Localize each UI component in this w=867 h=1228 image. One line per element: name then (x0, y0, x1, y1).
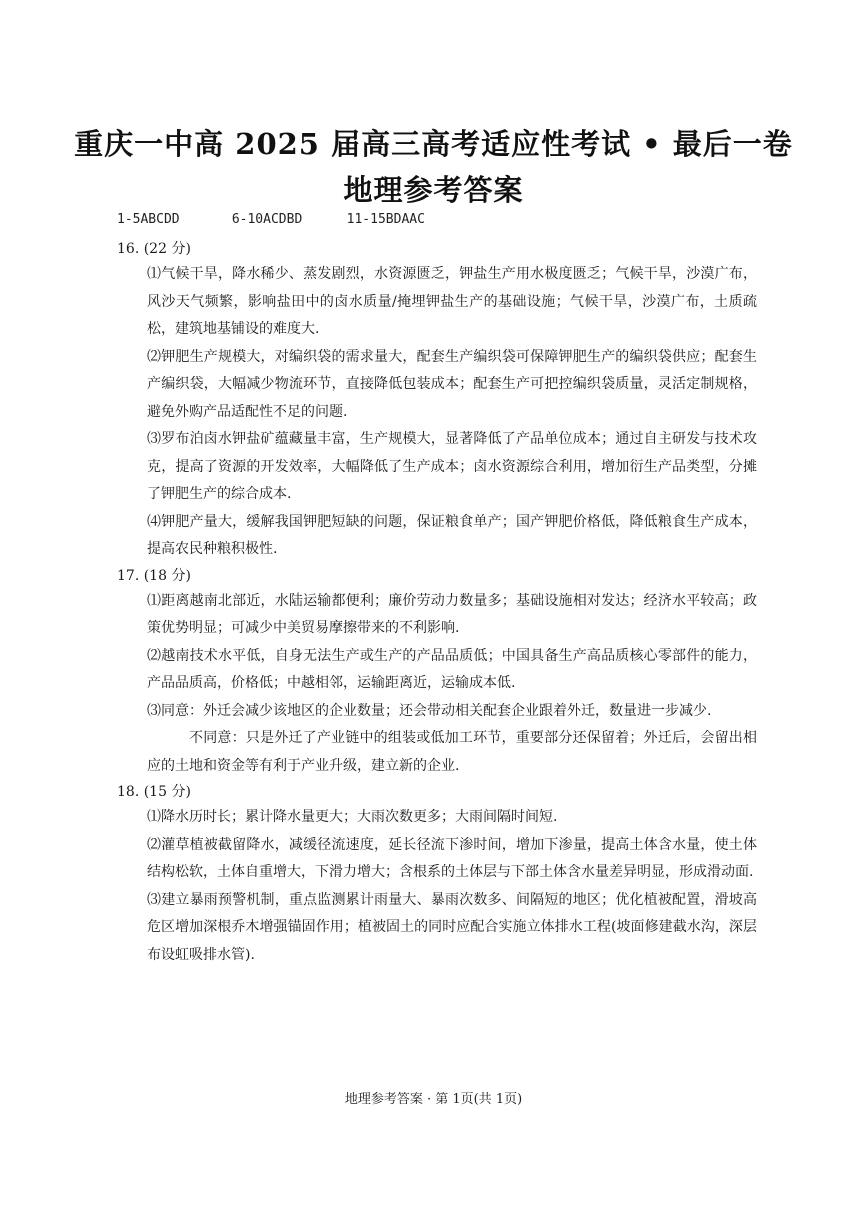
multiple-choice-answers (117, 212, 425, 227)
answer-item: ⑷钾肥产量大，缓解我国钾肥短缺的问题，保证粮食单产；国产钾肥价格低，降低粮食生产成本，提高农民种粮积极性. (147, 513, 757, 557)
question-header: 18. (15 分) (117, 784, 191, 800)
question-header: 17. (18 分) (117, 567, 191, 584)
answer-item: ⑶建立暴雨预警机制，重点监测累计雨量大、暴雨次数多、间隔短的地区；优化植被配置，滑坡高危区增加深根乔木增强锚固作用；植被固土的同时应配合实施立体排水工程(坡面修建截水沟，深层布设虹吸排水管). (147, 891, 757, 963)
document-subtitle: 地理参考答案 (343, 173, 524, 207)
answer-paragraph: 不同意：只是外迁了产业链中的组装或低加工环节，重要部分还保留着；外迁后，会留出相应的土地和资金等有利于产业升级，建立新的企业. (147, 730, 757, 774)
document-title: 重庆一中高 2025 届高三高考适应性考试 • 最后一卷 (74, 127, 793, 161)
answer-item: ⑶同意：外迁会减少该地区的企业数量；还会带动相关配套企业跟着外迁，数量进一步减少. (147, 702, 712, 719)
question-17-block (117, 564, 757, 781)
mc-answers-6-10: 6-10ACDBD (231, 212, 303, 227)
question-header: 16. (22 分) (117, 241, 191, 257)
mc-answers-1-5: 1-5ABCDD (117, 212, 180, 227)
answer-item: ⑵灌草植被截留降水，减缓径流速度，延长径流下渗时间，增加下渗量，提高土体含水量，使土体结构松软，土体自重增大，下滑力增大；含根系的土体层与下部土体含水量差异明显，形成滑动面. (147, 836, 757, 880)
question-16-block (117, 237, 757, 564)
answer-item: ⑶罗布泊卤水钾盐矿蕴藏量丰富，生产规模大，显著降低了产品单位成本；通过自主研发与技术攻克，提高了资源的开发效率，大幅降低了生产成本；卤水资源综合利用，增加衍生产品类型，分摊了钾肥生产的综合成本. (147, 431, 757, 502)
question-18-block (117, 780, 757, 969)
page-footer: 地理参考答案 · 第 1页(共 1页) (344, 1092, 523, 1107)
mc-answers-11-15: 11-15BDAAC (346, 212, 425, 227)
answer-content (117, 237, 757, 969)
answer-item: ⑵钾肥生产规模大，对编织袋的需求量大，配套生产编织袋可保障钾肥生产的编织袋供应；配套生产编织袋，大幅减少物流环节，直接降低包装成本；配套生产可把控编织袋质量，灵活定制规格，避免外购产品适配性不足的问题. (147, 348, 757, 420)
answer-item: ⑴气候干旱，降水稀少、蒸发剧烈，水资源匮乏，钾盐生产用水极度匮乏；气候干旱，沙漠广布，风沙天气频繁，影响盐田中的卤水质量/掩埋钾盐生产的基础设施；气候干旱，沙漠广布，土质疏松，建筑地基铺设的难度大. (147, 266, 757, 337)
answer-item: ⑵越南技术水平低，自身无法生产或生产的产品品质低；中国具备生产高品质核心零部件的能力，产品品质高，价格低；中越相邻，运输距离近，运输成本低. (147, 647, 757, 691)
answer-item: ⑴距离越南北部近，水陆运输都便利；廉价劳动力数量多；基础设施相对发达；经济水平较高；政策优势明显；可减少中美贸易摩擦带来的不利影响. (147, 592, 757, 636)
answer-item: ⑴降水历时长；累计降水量更大；大雨次数更多；大雨间隔时间短. (147, 809, 558, 825)
